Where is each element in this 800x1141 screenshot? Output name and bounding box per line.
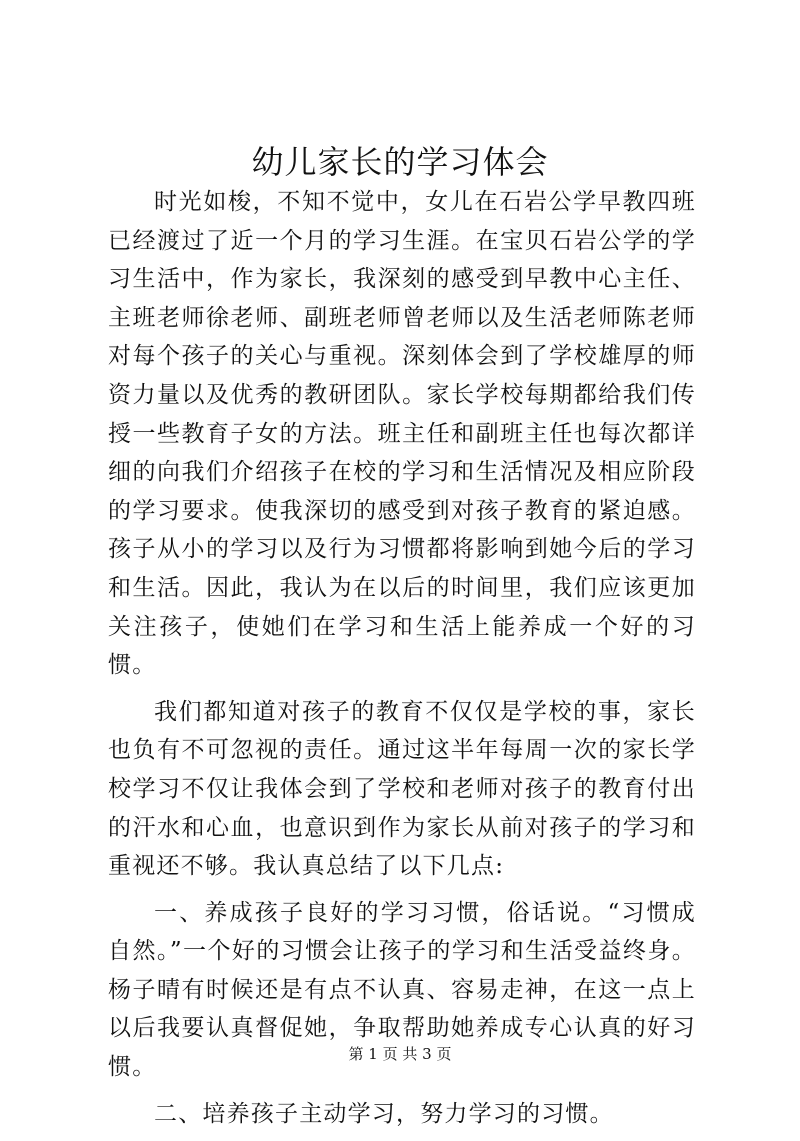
paragraph-4: 二、培养孩子主动学习，努力学习的习惯。 [154, 1100, 614, 1127]
page-number-footer: 第 1 页 共 3 页 [348, 1045, 452, 1063]
paragraph-2: 我们都知道对孩子的教育不仅仅是学校的事，家长也负有不可忽视的责任。通过这半年每周一次的家长学校学习不仅让我体会到了学校和老师对孩子的教育付出的汗水和心血，也意识到作为家长从前对孩子的学习和重视还不够。我认真总结了以下几点: [108, 698, 696, 880]
document-title: 幼儿家长的学习体会 [251, 143, 549, 181]
document-body [108, 183, 696, 1141]
paragraph-3: 一、养成孩子良好的学习习惯，俗话说。“习惯成自然。”一个好的习惯会让孩子的学习和生活受益终身。杨子晴有时候还是有点不认真、容易走神，在这一点上以后我要认真督促她，争取帮助她养成专心认真的好习惯。 [108, 899, 696, 1081]
paragraph-1: 时光如梭，不知不觉中，女儿在石岩公学早教四班已经渡过了近一个月的学习生涯。在宝贝石岩公学的学习生活中，作为家长，我深刻的感受到早教中心主任、主班老师徐老师、副班老师曾老师以及生活老师陈老师对每个孩子的关心与重视。深刻体会到了学校雄厚的师资力量以及优秀的教研团队。家长学校每期都给我们传授一些教育子女的方法。班主任和副班主任也每次都详细的向我们介绍孩子在校的学习和生活情况及相应阶段的学习要求。使我深切的感受到对孩子教育的紧迫感。孩子从小的学习以及行为习惯都将影响到她今后的学习和生活。因此，我认为在以后的时间里，我们应该更加关注孩子，使她们在学习和生活上能养成一个好的习惯。 [108, 189, 696, 679]
